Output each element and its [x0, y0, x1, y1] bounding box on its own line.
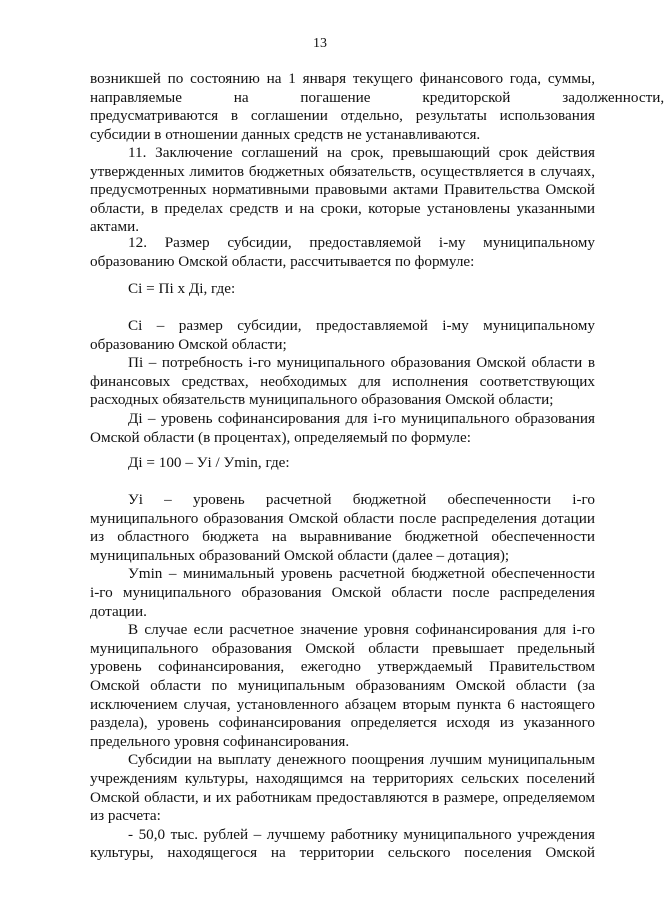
text-line: Омской области (в процентах), определяемый по формуле:	[90, 428, 471, 446]
text-line: из расчета:	[90, 807, 161, 825]
text-line: уровень софинансирования, ежегодно утверждаемый Правительством	[90, 658, 595, 676]
text-line: учреждениям культуры, находящимся на территориях сельских поселений	[90, 769, 595, 787]
text-line: Субсидии на выплату денежного поощрения лучшим муниципальным	[128, 751, 595, 769]
text-line: Дi – уровень софинансирования для i-го муниципального образования	[128, 409, 595, 427]
text-line: Уmin – минимальный уровень расчетной бюджетной обеспеченности	[128, 565, 595, 583]
paragraph-item-12	[90, 234, 595, 271]
text-line: дотации.	[90, 602, 147, 620]
text-line: предельного уровня софинансирования.	[90, 732, 350, 750]
text-line: возникшей по состоянию на 1 января текущего финансового года, суммы,	[90, 70, 595, 87]
formula-ci	[90, 280, 595, 299]
text-line: i-го муниципального образования Омской области после распределения	[90, 583, 595, 601]
text-line: утвержденных лимитов бюджетных обязательств, осуществляется в случаях,	[90, 162, 595, 180]
text-line: Уi – уровень расчетной бюджетной обеспеченности i-го	[128, 491, 595, 508]
text-line: образованию Омской области;	[90, 335, 287, 353]
formula-di	[90, 454, 595, 473]
text-line: 12. Размер субсидии, предоставляемой i-му муниципальному	[128, 234, 595, 251]
text-line: Ci – размер субсидии, предоставляемой i-му муниципальному	[128, 317, 595, 334]
text-line: муниципального образования Омской области превышает предельный	[90, 639, 595, 657]
definitions-and-rules	[90, 491, 595, 863]
text-line: культуры, находящегося на территории сельского поселения Омской	[90, 844, 595, 862]
text-line: - 50,0 тыс. рублей – лучшему работнику муниципального учреждения	[128, 825, 595, 843]
text-line: Омской области, и их работникам предоставляются в размере, определяемом	[90, 788, 595, 806]
text-line: Пi – потребность i-го муниципального образования Омской области в	[128, 354, 595, 372]
text-line: предусматриваются в соглашении отдельно, результаты использования	[90, 107, 595, 125]
text-line: образованию Омской области, рассчитывается по формуле:	[90, 252, 475, 270]
text-line: субсидии в отношении данных средств не устанавливаются.	[90, 125, 481, 143]
formula-line: Ci = Пi x Дi, где:	[128, 280, 236, 297]
text-line: предусмотренных нормативными правовыми актами Правительства Омской	[90, 181, 595, 199]
page-number: 13	[313, 36, 327, 51]
text-line: области, в пределах средств и на сроки, которые установлены указанными	[90, 199, 595, 217]
definitions-ci	[90, 317, 595, 447]
text-line: муниципального образования Омской области после распределения дотации	[90, 509, 595, 527]
paragraph-item-11	[90, 144, 595, 237]
text-line: финансовых средствах, необходимых для исполнения соответствующих	[90, 372, 595, 390]
formula-line: Дi = 100 – Уi / Уmin, где:	[128, 454, 290, 471]
text-line: из областного бюджета на выравнивание бюджетной обеспеченности	[90, 528, 595, 546]
text-line: направляемые на погашение кредиторской задолженности,	[90, 88, 664, 106]
text-line: 11. Заключение соглашений на срок, превышающий срок действия	[128, 144, 595, 161]
paragraph-continuation	[90, 70, 664, 144]
text-line: актами.	[90, 218, 140, 236]
text-line: муниципальных образований Омской области (далее – дотация);	[90, 546, 510, 564]
text-line: В случае если расчетное значение уровня софинансирования для i-го	[128, 621, 595, 639]
text-line: расходных обязательств муниципального образования Омской области;	[90, 391, 554, 409]
text-line: раздела), уровень софинансирования определяется исходя из указанного	[90, 714, 595, 732]
text-line: исключением случая, установленного абзацем вторым пункта 6 настоящего	[90, 695, 595, 713]
text-line: Омской области по муниципальным образованиям Омской области (за	[90, 676, 595, 694]
